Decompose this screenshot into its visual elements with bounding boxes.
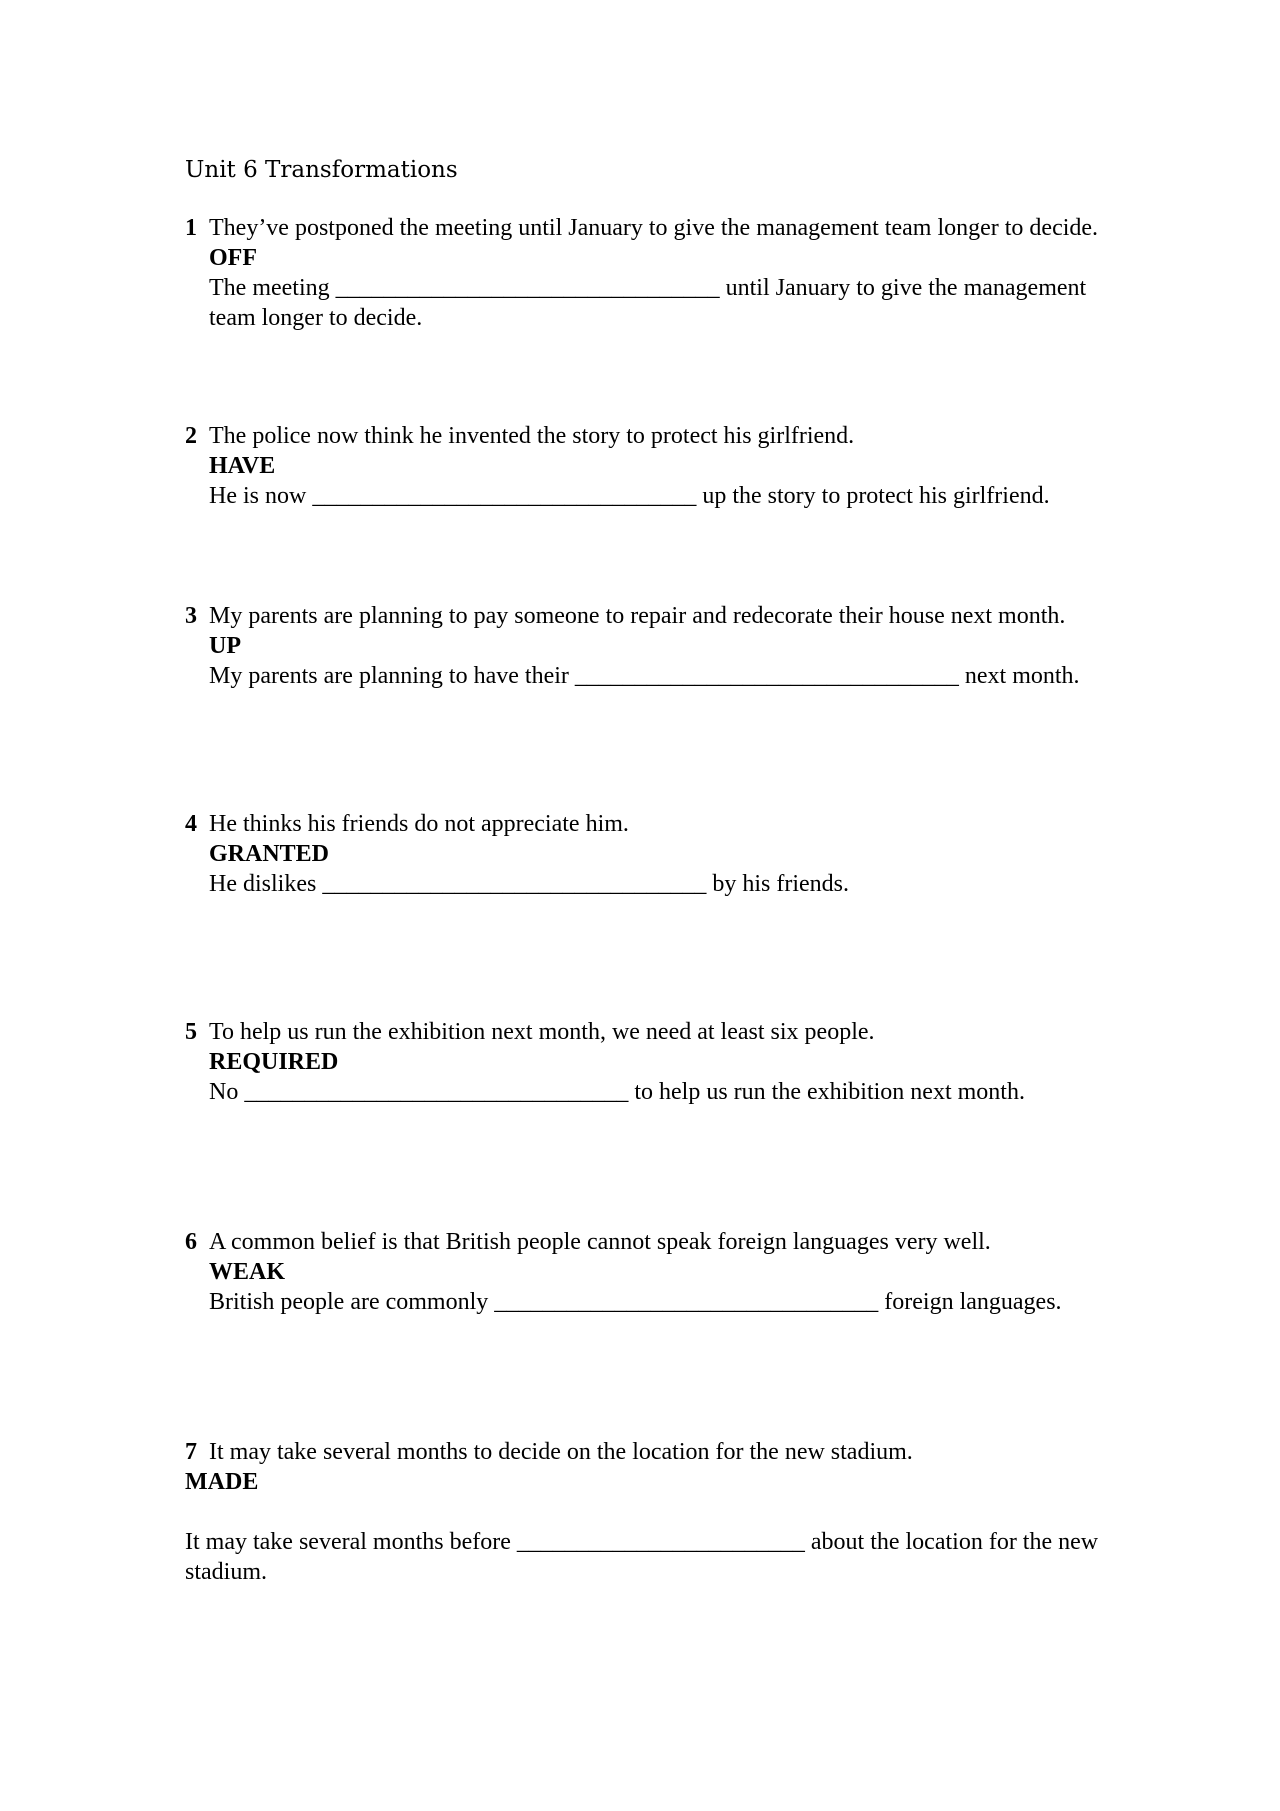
answer-before: It may take several months before: [185, 1529, 511, 1555]
answer-after: about the location for the new stadium.: [185, 1529, 1099, 1585]
keyword: MADE: [185, 1469, 259, 1495]
answer-before: British people are commonly: [209, 1289, 489, 1315]
question-sentence-row: [185, 1017, 1105, 1047]
answer-line: [185, 1287, 1105, 1317]
keyword: HAVE: [209, 453, 276, 479]
answer-line: [185, 1077, 1105, 1107]
question-sentence-row: [185, 1437, 1105, 1467]
answer-before: He is now: [209, 483, 307, 509]
answer-line: [185, 481, 1105, 511]
answer-after: until January to give the management team longer to decide.: [209, 275, 1087, 331]
question-7: [185, 1437, 1105, 1587]
question-sentence-row: [185, 1227, 1105, 1257]
answer-blank: ________________________________: [322, 871, 707, 897]
question-number: 4: [185, 811, 197, 837]
question-3: [185, 601, 1105, 691]
question-sentence-row: [185, 421, 1105, 451]
question-sentence: It may take several months to decide on the location for the new stadium.: [209, 1439, 913, 1465]
answer-after: to help us run the exhibition next month.: [634, 1079, 1025, 1105]
answer-line: [185, 869, 1105, 899]
keyword: WEAK: [209, 1259, 286, 1285]
question-2: [185, 421, 1105, 511]
question-1: [185, 213, 1105, 333]
question-number: 3: [185, 603, 197, 629]
question-sentence: The police now think he invented the story to protect his girlfriend.: [209, 423, 855, 449]
answer-after: next month.: [964, 663, 1080, 689]
question-sentence: He thinks his friends do not appreciate him.: [209, 811, 629, 837]
answer-line: [185, 1527, 1105, 1587]
answer-before: No: [209, 1079, 239, 1105]
question-sentence: A common belief is that British people cannot speak foreign languages very well.: [209, 1229, 991, 1255]
answer-blank: ________________________________: [335, 275, 720, 301]
answer-after: foreign languages.: [884, 1289, 1062, 1315]
question-sentence: To help us run the exhibition next month, we need at least six people.: [209, 1019, 875, 1045]
keyword: REQUIRED: [209, 1049, 339, 1075]
answer-blank: ________________________________: [312, 483, 697, 509]
question-5: [185, 1017, 1105, 1107]
keyword: GRANTED: [209, 841, 330, 867]
answer-blank: ________________________________: [574, 663, 959, 689]
answer-line: [185, 661, 1105, 691]
answer-after: by his friends.: [712, 871, 849, 897]
question-sentence-row: [185, 809, 1105, 839]
answer-before: The meeting: [209, 275, 330, 301]
answer-blank: ________________________: [516, 1529, 805, 1555]
question-number: 6: [185, 1229, 197, 1255]
question-sentence-row: [185, 601, 1105, 631]
question-number: 5: [185, 1019, 197, 1045]
keyword: UP: [209, 633, 241, 659]
answer-blank: ________________________________: [244, 1079, 629, 1105]
answer-blank: ________________________________: [494, 1289, 879, 1315]
question-sentence-row: [185, 213, 1105, 243]
keyword: OFF: [209, 245, 257, 271]
question-sentence: They’ve postponed the meeting until January to give the management team longer to decide.: [209, 215, 1099, 241]
answer-after: up the story to protect his girlfriend.: [702, 483, 1050, 509]
page-title: Unit 6 Transformations: [185, 157, 458, 183]
answer-before: My parents are planning to have their: [209, 663, 569, 689]
question-4: [185, 809, 1105, 899]
question-number: 1: [185, 215, 197, 241]
answer-line: [185, 273, 1105, 333]
answer-before: He dislikes: [209, 871, 317, 897]
question-number: 7: [185, 1439, 197, 1465]
question-sentence: My parents are planning to pay someone to repair and redecorate their house next month.: [209, 603, 1066, 629]
question-6: [185, 1227, 1105, 1317]
question-number: 2: [185, 423, 197, 449]
